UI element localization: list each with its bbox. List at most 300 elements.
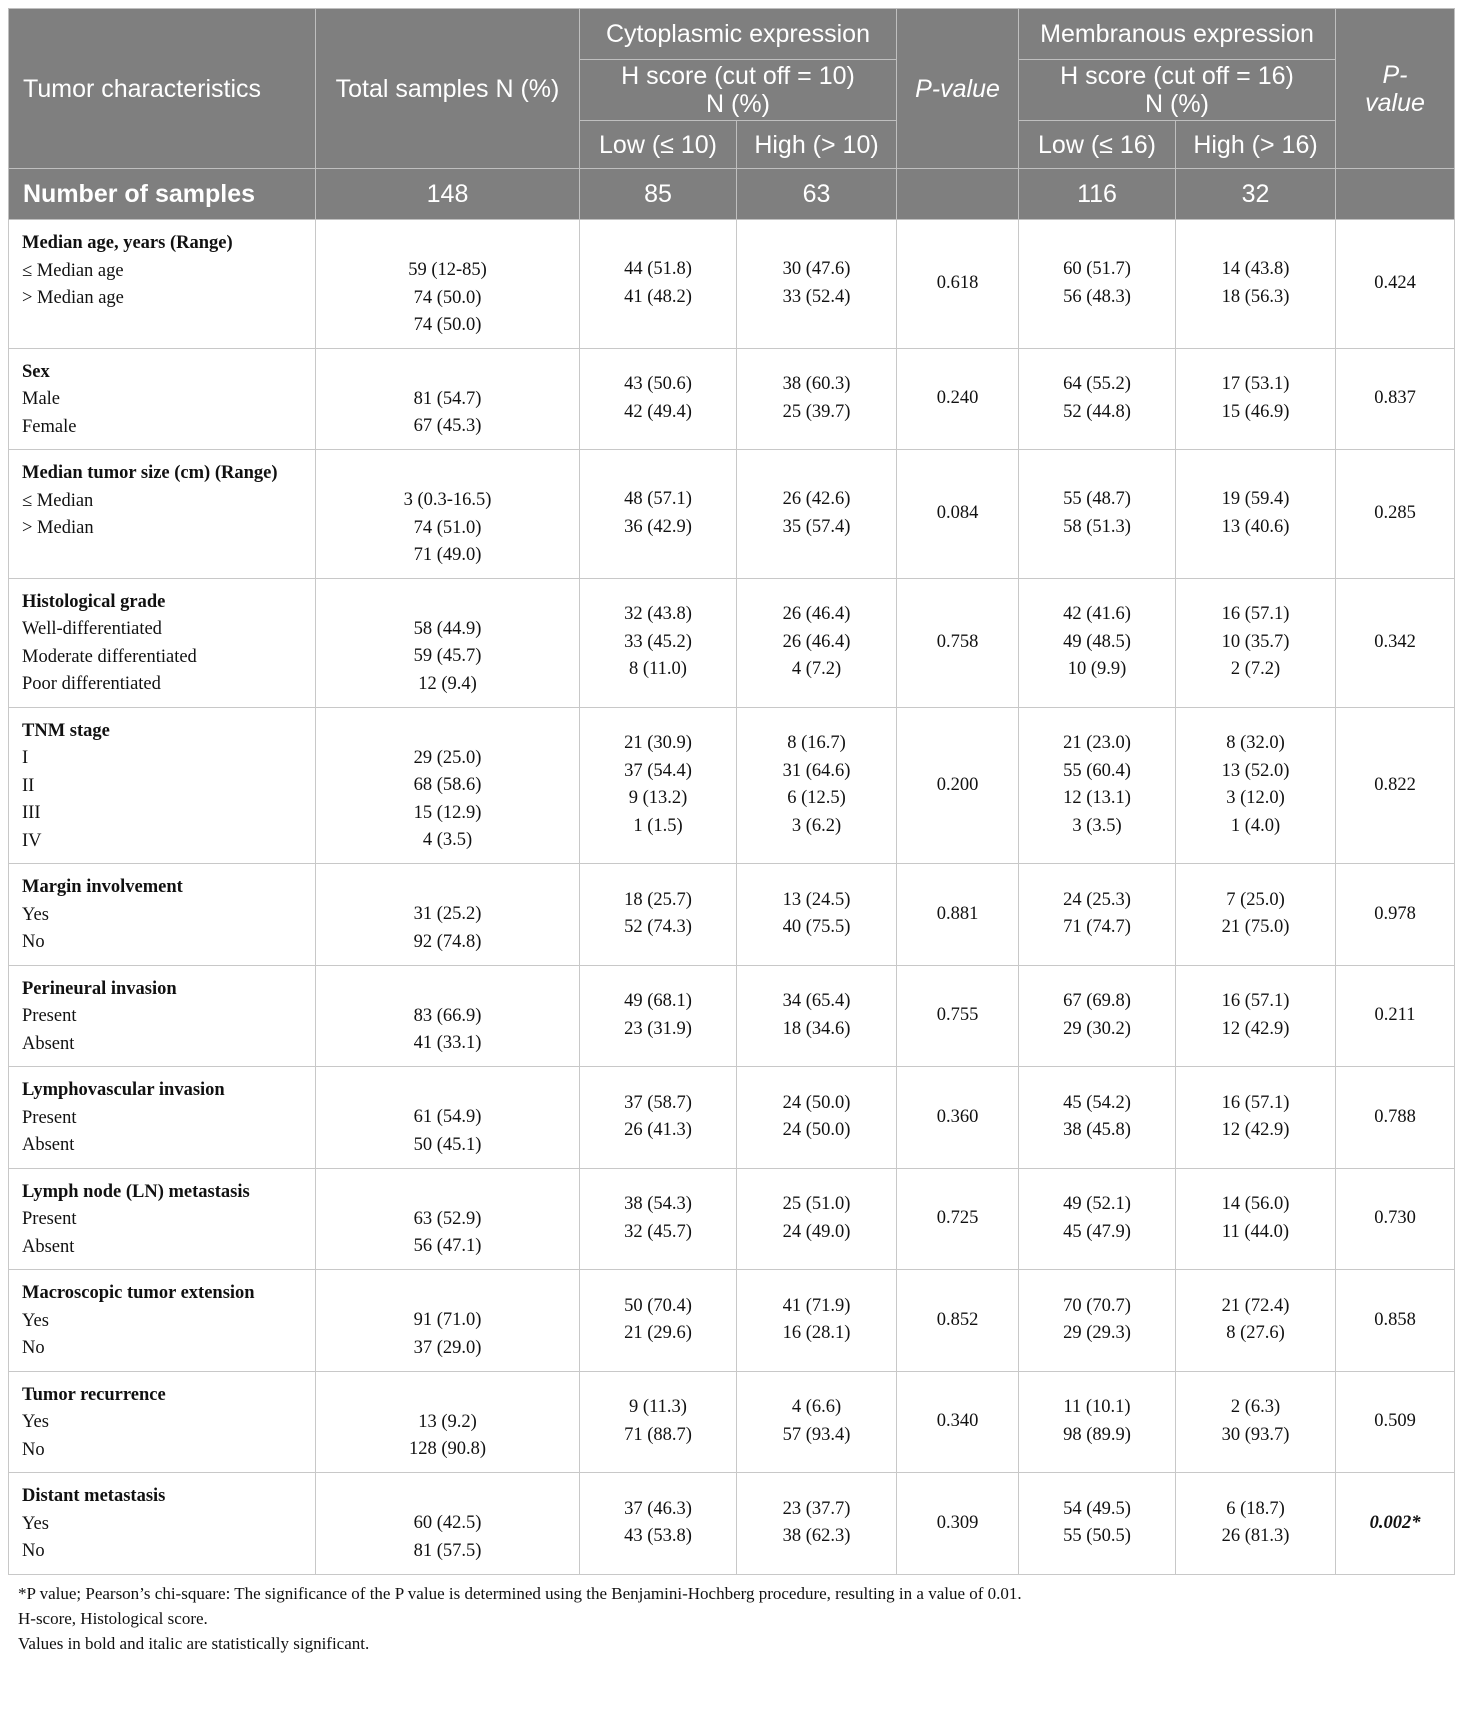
count-value: 70 (70.7) [1063,1295,1131,1316]
count-value: 1 (1.5) [633,815,683,836]
total-samples-cell [316,1371,580,1473]
footnote: Values in bold and italic are statistically significant. [18,1633,370,1653]
count-value: 10 (9.9) [1067,659,1127,680]
characteristic-title: Lymphovascular invasion [22,1080,225,1100]
cytoplasmic-high-cell [737,1473,897,1575]
count-value: 3 (3.5) [1072,815,1122,836]
table-row [9,578,1455,707]
membranous-high-cell [1176,1473,1336,1575]
count-value: 2 (7.2) [1230,659,1281,680]
membranous-high-cell [1176,1067,1336,1169]
p-value: 0.342 [1374,631,1416,652]
total-value: 63 (52.9) [413,1208,482,1229]
count-value: 42 (49.4) [624,401,692,422]
p-value-cytoplasmic-cell [897,1270,1019,1372]
n-membranous-high: 32 [1176,169,1336,220]
footnote: H-score, Histological score. [18,1608,208,1628]
cytoplasmic-low-cell [580,707,737,864]
count-value: 49 (52.1) [1063,1194,1131,1215]
p-value: 0.240 [936,388,979,408]
count-value: 71 (74.7) [1063,917,1131,938]
total-samples-cell [316,1473,580,1575]
characteristic-title: Lymph node (LN) metastasis [22,1181,250,1202]
count-value: 33 (52.4) [782,286,851,307]
count-value: 56 (48.3) [1063,286,1131,307]
characteristic-cell [9,965,316,1067]
characteristic-title: Distant metastasis [22,1486,166,1506]
p-value-cytoplasmic-cell [897,220,1019,349]
p-value: 0.822 [1374,774,1416,795]
count-value: 25 (39.7) [782,401,851,422]
n-p-value-empty [897,169,1019,220]
category-label: Male [22,389,61,409]
count-value: 2 (6.3) [1230,1397,1281,1418]
membranous-low-cell [1019,864,1176,966]
count-value: 40 (75.5) [782,917,851,938]
count-value: 13 (52.0) [1221,760,1290,781]
total-value: 3 (0.3-16.5) [403,490,492,510]
cytoplasmic-low-cell [580,450,737,579]
table-row [9,450,1455,579]
count-value: 4 (6.6) [791,1397,842,1418]
table-row [9,1371,1455,1473]
membranous-low-cell [1019,1067,1176,1169]
membranous-low-cell [1019,707,1176,864]
category-label: Absent [22,1236,75,1257]
count-value: 29 (29.3) [1063,1323,1131,1344]
count-value: 8 (27.6) [1226,1323,1285,1344]
count-value: 54 (49.5) [1063,1498,1131,1519]
count-value: 11 (44.0) [1221,1221,1290,1242]
characteristic-title: Sex [22,361,50,382]
p-value-cytoplasmic-cell [897,1168,1019,1270]
cytoplasmic-low-cell [580,348,737,450]
p-value-cytoplasmic-cell [897,1371,1019,1473]
count-value: 9 (11.3) [629,1397,687,1418]
p-value-cytoplasmic-cell [897,348,1019,450]
count-value: 42 (41.6) [1063,604,1131,625]
total-value: 74 (51.0) [413,517,482,538]
p-value: 0.424 [1374,273,1416,293]
total-value: 83 (66.9) [413,1005,482,1026]
count-value: 37 (54.4) [624,760,692,781]
p-value-membranous-cell [1336,578,1455,707]
p-value-membranous-cell [1336,1168,1455,1270]
p-value-cytoplasmic-cell [897,707,1019,864]
characteristic-cell [9,450,316,579]
count-value: 71 (88.7) [624,1424,692,1445]
number-of-samples-row [9,169,1455,220]
p-value: 0.211 [1374,1005,1416,1025]
header-membranous-high: High (> 16) [1176,121,1336,169]
cytoplasmic-high-cell [737,1067,897,1169]
count-value: 16 (57.1) [1221,1092,1290,1113]
table-row [9,864,1455,966]
count-value: 49 (68.1) [624,991,692,1012]
membranous-high-cell [1176,1371,1336,1473]
header-membranous-hscore: H score (cut off = 16) N (%) [1019,60,1336,121]
p-value: 0.978 [1374,903,1416,924]
cytoplasmic-high-cell [737,450,897,579]
cytoplasmic-high-cell [737,220,897,349]
characteristic-cell [9,220,316,349]
count-value: 6 (18.7) [1226,1498,1285,1519]
count-value: 16 (57.1) [1221,991,1290,1012]
p-value: 0.200 [936,774,979,795]
count-value: 60 (51.7) [1063,259,1131,280]
count-value: 49 (48.5) [1063,631,1131,652]
p-value-membranous-cell [1336,1067,1455,1169]
membranous-high-cell [1176,1168,1336,1270]
p-value: 0.084 [936,503,979,523]
header-total-samples: Total samples N (%) [316,9,580,169]
p-value-cytoplasmic-cell [897,965,1019,1067]
category-label: > Median age [22,288,124,308]
total-samples-cell [316,450,580,579]
table-row [9,220,1455,349]
p-value: 0.725 [936,1208,979,1228]
p-value: 0.285 [1374,503,1416,523]
count-value: 24 (25.3) [1063,889,1131,910]
membranous-high-cell [1176,1270,1336,1372]
category-label: II [22,775,35,796]
p-value: 0.755 [936,1005,979,1025]
category-label: Present [22,1209,77,1229]
table-row [9,1473,1455,1575]
category-label: Well-differentiated [22,619,162,639]
total-value: 59 (45.7) [413,646,482,666]
category-label: IV [22,830,42,851]
count-value: 16 (28.1) [782,1323,851,1344]
characteristic-cell [9,578,316,707]
header-cytoplasmic-hscore: H score (cut off = 10) N (%) [580,60,897,121]
total-samples-cell [316,1168,580,1270]
count-value: 26 (42.6) [782,489,851,510]
p-value: 0.618 [936,273,979,293]
total-value: 31 (25.2) [413,904,482,924]
total-value: 81 (54.7) [413,388,482,409]
category-label: Present [22,1006,77,1026]
count-value: 35 (57.4) [782,516,851,537]
p-value-cytoplasmic-cell [897,450,1019,579]
total-value: 58 (44.9) [413,618,482,639]
count-value: 67 (69.8) [1063,991,1131,1012]
characteristic-title: Median tumor size (cm) (Range) [22,463,278,483]
count-value: 32 (45.7) [624,1221,692,1242]
count-value: 21 (23.0) [1063,733,1131,754]
total-samples-cell [316,348,580,450]
count-value: 1 (4.0) [1230,815,1281,836]
total-value: 59 (12-85) [408,260,487,280]
count-value: 45 (47.9) [1063,1221,1131,1242]
header-p-value-cytoplasmic: P-value [897,9,1019,169]
category-label: Yes [22,1513,49,1534]
total-value: 91 (71.0) [413,1310,482,1330]
p-value-cytoplasmic-cell [897,1067,1019,1169]
p-value: 0.788 [1374,1106,1416,1127]
membranous-low-cell [1019,220,1176,349]
count-value: 50 (70.4) [624,1295,692,1316]
count-value: 52 (44.8) [1063,401,1131,422]
number-of-samples-label: Number of samples [9,169,316,220]
tumor-characteristics-table [8,8,1455,1575]
cytoplasmic-high-cell [737,1371,897,1473]
p-value-membranous-cell [1336,864,1455,966]
total-value: 74 (50.0) [413,315,482,335]
category-label: Yes [22,904,49,925]
count-value: 57 (93.4) [782,1424,851,1445]
category-label: Female [22,416,77,437]
characteristic-title: Perineural invasion [22,978,177,999]
p-value-membranous-cell [1336,348,1455,450]
count-value: 12 (13.1) [1063,788,1131,809]
total-value: 15 (12.9) [413,802,482,823]
membranous-high-cell [1176,220,1336,349]
membranous-low-cell [1019,1168,1176,1270]
p-value-cytoplasmic-cell [897,1473,1019,1575]
count-value: 38 (60.3) [782,374,851,395]
count-value: 18 (56.3) [1221,286,1290,307]
count-value: 13 (40.6) [1221,516,1290,537]
count-value: 3 (12.0) [1226,788,1285,809]
membranous-high-cell [1176,707,1336,864]
total-samples-cell [316,1067,580,1169]
count-value: 15 (46.9) [1221,401,1290,422]
total-value: 37 (29.0) [413,1337,482,1358]
cytoplasmic-low-cell [580,864,737,966]
count-value: 3 (6.2) [791,815,842,836]
count-value: 10 (35.7) [1221,631,1290,652]
count-value: 21 (29.6) [624,1323,692,1344]
membranous-low-cell [1019,348,1176,450]
header-cytoplasmic-low: Low (≤ 10) [580,121,737,169]
count-value: 24 (50.0) [782,1092,851,1113]
category-label: Poor differentiated [22,674,161,694]
characteristic-cell [9,1168,316,1270]
total-value: 74 (50.0) [413,287,482,308]
header-membranous-expression: Membranous expression [1019,9,1336,60]
p-value: 0.837 [1374,388,1416,408]
count-value: 37 (58.7) [624,1092,692,1113]
header-cytoplasmic-expression: Cytoplasmic expression [580,9,897,60]
total-value: 41 (33.1) [413,1033,482,1053]
cytoplasmic-high-cell [737,348,897,450]
category-label: III [22,803,41,823]
n-cytoplasmic-low: 85 [580,169,737,220]
count-value: 45 (54.2) [1063,1092,1131,1113]
count-value: 58 (51.3) [1063,516,1131,537]
total-samples-cell [316,965,580,1067]
characteristic-cell [9,864,316,966]
count-value: 41 (48.2) [624,286,692,307]
count-value: 18 (25.7) [624,889,692,910]
membranous-low-cell [1019,1473,1176,1575]
total-value: 128 (90.8) [408,1439,487,1459]
category-label: ≤ Median [22,490,94,511]
category-label: No [22,1541,45,1561]
p-value-membranous-cell [1336,1371,1455,1473]
count-value: 38 (62.3) [782,1526,851,1547]
p-value: 0.852 [936,1309,979,1330]
category-label: No [22,1338,45,1358]
cytoplasmic-low-cell [580,578,737,707]
count-value: 17 (53.1) [1221,374,1290,395]
count-value: 8 (32.0) [1226,733,1285,754]
count-value: 9 (13.2) [628,788,688,809]
count-value: 64 (55.2) [1063,374,1131,395]
category-label: I [22,748,29,768]
count-value: 24 (50.0) [782,1120,851,1141]
n-p-value-empty [1336,169,1455,220]
header-cytoplasmic-high: High (> 10) [737,121,897,169]
results-table-container [8,8,1454,1656]
total-value: 4 (3.5) [422,830,473,850]
count-value: 18 (34.6) [782,1018,851,1039]
count-value: 48 (57.1) [624,489,692,510]
membranous-low-cell [1019,450,1176,579]
p-value-cytoplasmic-cell [897,864,1019,966]
count-value: 21 (72.4) [1221,1295,1290,1316]
total-value: 68 (58.6) [413,775,482,795]
membranous-high-cell [1176,348,1336,450]
count-value: 26 (46.4) [782,604,851,625]
table-row [9,1168,1455,1270]
total-value: 56 (47.1) [413,1236,482,1256]
cytoplasmic-high-cell [737,1270,897,1372]
count-value: 43 (50.6) [624,374,692,395]
p-value: 0.730 [1374,1208,1416,1228]
count-value: 36 (42.9) [624,516,692,537]
p-value-cytoplasmic-cell [897,578,1019,707]
count-value: 34 (65.4) [782,991,851,1012]
total-value: 60 (42.5) [413,1513,482,1533]
cytoplasmic-low-cell [580,1371,737,1473]
total-samples-cell [316,578,580,707]
total-value: 29 (25.0) [413,747,482,768]
characteristic-cell [9,1270,316,1372]
total-samples-cell [316,1270,580,1372]
count-value: 38 (45.8) [1063,1120,1131,1141]
characteristic-title: TNM stage [22,720,110,741]
count-value: 19 (59.4) [1221,489,1290,510]
count-value: 13 (24.5) [782,889,851,910]
membranous-high-cell [1176,578,1336,707]
cytoplasmic-high-cell [737,1168,897,1270]
cytoplasmic-high-cell [737,965,897,1067]
footnote: *P value; Pearson’s chi-square: The significance of the P value is determined using the Benjamini-Hochberg procedure, resulting in a value of 0.01. [18,1583,1022,1603]
total-samples-cell [316,707,580,864]
count-value: 31 (64.6) [782,760,851,781]
count-value: 11 (10.1) [1063,1397,1131,1418]
characteristic-cell [9,1067,316,1169]
count-value: 8 (11.0) [629,659,687,680]
p-value: 0.509 [1374,1411,1416,1431]
p-value: 0.340 [936,1411,979,1431]
characteristic-title: Macroscopic tumor extension [22,1283,255,1303]
p-value: 0.309 [936,1512,979,1533]
header-membranous-low: Low (≤ 16) [1019,121,1176,169]
category-label: Yes [22,1412,49,1432]
table-row [9,1270,1455,1372]
characteristic-cell [9,707,316,864]
category-label: > Median [22,518,94,538]
count-value: 38 (54.3) [624,1194,692,1215]
membranous-high-cell [1176,450,1336,579]
count-value: 26 (41.3) [624,1120,692,1141]
characteristic-title: Tumor recurrence [22,1384,166,1405]
p-value: 0.858 [1374,1309,1416,1330]
p-value: 0.360 [936,1106,979,1127]
cytoplasmic-low-cell [580,1270,737,1372]
total-value: 67 (45.3) [413,416,482,436]
count-value: 4 (7.2) [791,659,842,680]
table-row [9,1067,1455,1169]
category-label: Absent [22,1135,75,1155]
table-row [9,965,1455,1067]
n-total: 148 [316,169,580,220]
total-value: 92 (74.8) [413,931,482,952]
p-value-membranous-cell [1336,450,1455,579]
p-value-membranous-cell [1336,1270,1455,1372]
table-footnotes [8,1581,1454,1656]
count-value: 24 (49.0) [782,1221,851,1242]
membranous-low-cell [1019,578,1176,707]
characteristic-title: Margin involvement [22,877,183,897]
p-value: 0.881 [936,903,979,924]
cytoplasmic-high-cell [737,707,897,864]
count-value: 55 (48.7) [1063,489,1131,510]
cytoplasmic-high-cell [737,578,897,707]
category-label: ≤ Median age [22,260,124,281]
count-value: 26 (46.4) [782,631,851,652]
count-value: 55 (50.5) [1063,1526,1131,1547]
count-value: 29 (30.2) [1063,1018,1131,1039]
count-value: 12 (42.9) [1221,1018,1290,1039]
total-samples-cell [316,220,580,349]
count-value: 12 (42.9) [1221,1120,1290,1141]
count-value: 37 (46.3) [624,1498,692,1519]
membranous-high-cell [1176,965,1336,1067]
membranous-low-cell [1019,1371,1176,1473]
count-value: 14 (43.8) [1221,259,1290,280]
total-value: 71 (49.0) [413,545,482,565]
count-value: 26 (81.3) [1221,1526,1290,1547]
membranous-low-cell [1019,965,1176,1067]
count-value: 21 (30.9) [624,733,692,754]
category-label: No [22,1439,45,1460]
p-value-membranous-cell [1336,965,1455,1067]
p-value-membranous-cell [1336,1473,1455,1575]
cytoplasmic-low-cell [580,1168,737,1270]
count-value: 8 (16.7) [787,733,846,754]
count-value: 14 (56.0) [1221,1194,1290,1215]
category-label: Moderate differentiated [22,646,197,667]
category-label: Absent [22,1033,75,1054]
count-value: 23 (37.7) [782,1498,851,1519]
table-row [9,707,1455,864]
count-value: 52 (74.3) [624,917,692,938]
count-value: 7 (25.0) [1226,889,1285,910]
count-value: 43 (53.8) [624,1526,692,1547]
membranous-low-cell [1019,1270,1176,1372]
total-value: 12 (9.4) [418,673,477,694]
total-value: 50 (45.1) [413,1134,482,1155]
table-body [9,220,1455,1575]
count-value: 21 (75.0) [1221,917,1290,938]
p-value: 0.758 [936,631,979,652]
cytoplasmic-low-cell [580,965,737,1067]
cytoplasmic-high-cell [737,864,897,966]
